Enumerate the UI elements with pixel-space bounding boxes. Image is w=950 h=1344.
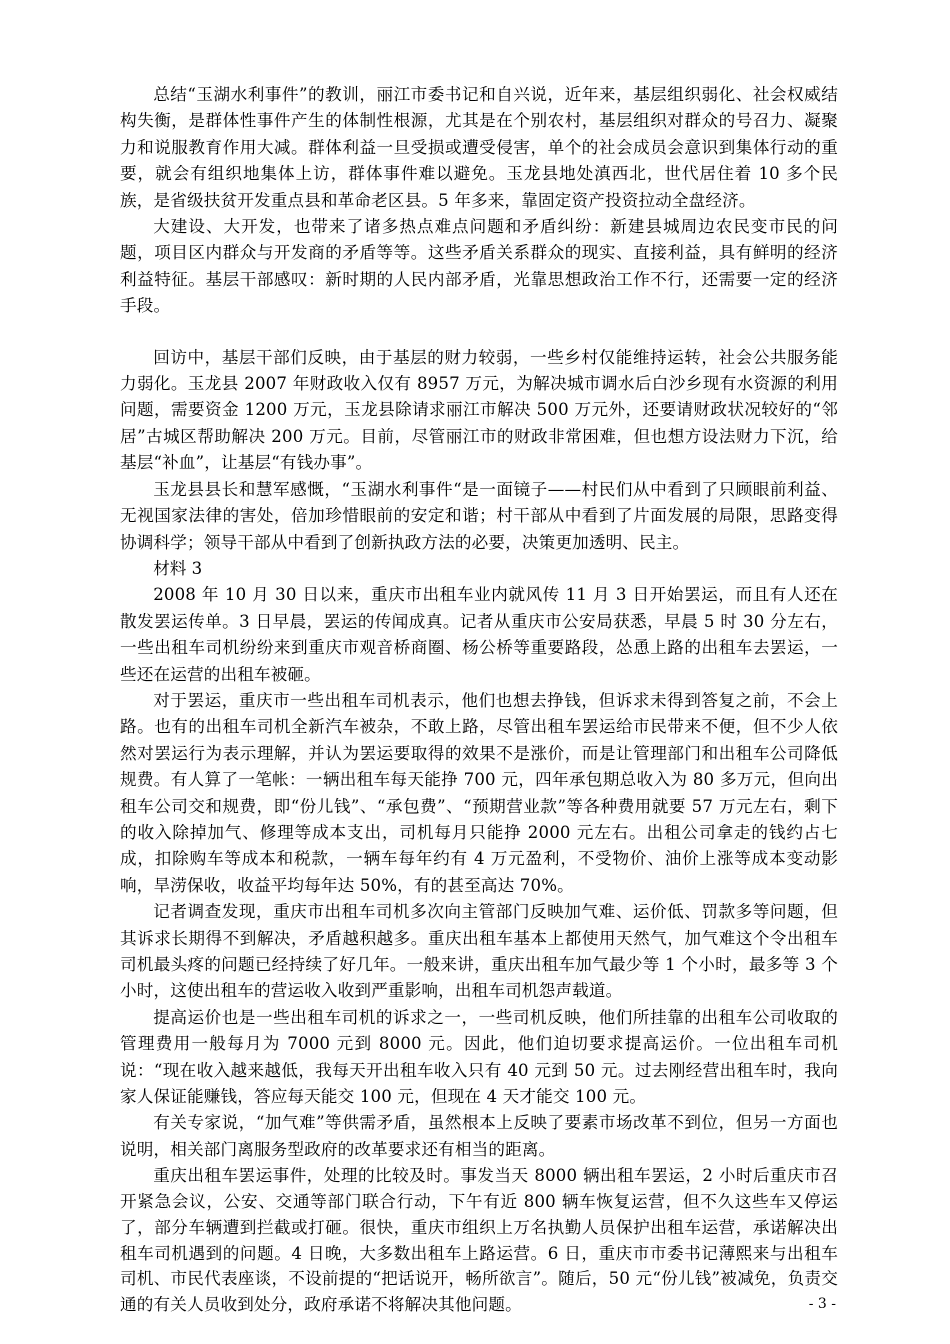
paragraph-spacer (120, 320, 838, 345)
page-number: - 3 - (808, 1296, 836, 1312)
paragraph-chongqing-strike-start: 2008 年 10 月 30 日以来，重庆市出租车业内就风传 11 月 3 日开始罢运，而且有人还在散发罢运传单。3 日早晨，罢运的传闻成真。记者从重庆市公安局获悉，早晨 5 时 30 分左右，一些出租车司机纷纷来到重庆市观音桥商圈、杨公桥等重要路段，怂恿上路的出租车去罢运，一些还在运营的出租车被砸。 (120, 585, 838, 684)
paragraph-gas-shortage: 记者调查发现，重庆市出租车司机多次向主管部门反映加气难、运价低、罚款多等问题，但其诉求长期得不到解决，矛盾越积越多。重庆出租车基本上都使用天然气，加气难这个令出租车司机最头疼的问题已经持续了好几年。一般来讲，重庆出租车加气最少等 1 个小时，最多等 3 个小时，这使出租车的营运收入收到严重影响，出租车司机怨声载道。 (120, 902, 838, 1001)
paragraph-revisit-finance: 回访中，基层干部们反映，由于基层的财力较弱，一些乡村仅能维持运转，社会公共服务能力弱化。玉龙县 2007 年财政收入仅有 8957 万元，为解决城市调水后白沙乡现有水资源的利用问题，需要资金 1200 万元，玉龙县除请求丽江市解决 500 万元外，还要请财政状况较好的“邻居”古城区帮助解决 200 万元。目前，尽管丽江市的财政非常困难，但也想方设法财力下沉，给基层“补血”，让基层“有钱办事”。 (120, 347, 838, 473)
material-3-heading: 材料 3 (153, 558, 203, 578)
paragraph-expert-comment: 有关专家说，“加气难”等供需矛盾，虽然根本上反映了要素市场改革不到位，但另一方面也说明，相关部门离服务型政府的改革要求还有相当的距离。 (120, 1113, 838, 1159)
paragraph-driver-demands: 对于罢运，重庆市一些出租车司机表示，他们也想去挣钱，但诉求未得到答复之前，不会上路。也有的出租车司机全新汽车被杂，不敢上路，尽管出租车罢运给市民带来不便，但不少人依然对罢运行为表示理解，并认为罢运要取得的效果不是涨价，而是让管理部门和出租车公司降低规费。有人算了一笔帐：一辆出租车每天能挣 700 元，四年承包期总收入为 80 多万元，但向出租车公司交和规费，即“份儿钱”、“承包费”、“预期营业款”等各种费用就要 57 万元左右，剩下的收入除掉加气、修理等成本支出，司机每月只能挣 2000 元左右。出租公司拿走的钱约占七成，扣除购车等成本和税款，一辆车每年约有 4 万元盈利，不受物价、油价上涨等成本变动影响，旱涝保收，收益平均每年达 50%，有的甚至高达 70%。 (120, 690, 838, 895)
paragraph-government-response: 重庆出租车罢运事件，处理的比较及时。事发当天 8000 辆出租车罢运，2 小时后重庆市召开紧急会议，公安、交通等部门联合行动，下午有近 800 辆车恢复运营，但不久这些车又停运了，部分车辆遭到拦截或打砸。很快，重庆市组织上万名执勤人员保护出租车运营，承诺解决出租车司机遇到的问题。4 日晚，大多数出租车上路运营。6 日，重庆市市委书记薄熙来与出租车司机、市民代表座谈，不设前提的“把话说开，畅所欲言”。随后，50 元“份儿钱”被减免，负责交通的有关人员收到处分，政府承诺不将解决其他问题。 (120, 1166, 838, 1315)
paragraph-yuhu-lesson: 总结“玉湖水利事件”的教训，丽江市委书记和自兴说，近年来，基层组织弱化、社会权威结构失衡，是群体性事件产生的体制性根源，尤其是在个别农村，基层组织对群众的号召力、凝聚力和说服教育作用大减。群体利益一旦受损或遭受侵害，单个的社会成员会意识到集体行动的重要，就会有组织地集体上访，群体事件难以避免。玉龙县地处滇西北，世代居住着 10 多个民族，是省级扶贫开发重点县和革命老区县。5 年多来，靠固定资产投资拉动全盘经济。 (120, 85, 838, 210)
paragraph-fare-increase: 提高运价也是一些出租车司机的诉求之一，一些司机反映，他们所挂靠的出租车公司收取的管理费用一般每月为 7000 元到 8000 元。因此，他们迫切要求提高运价。一位出租车司机说：“现在收入越来越低，我每天开出租车收入只有 40 元到 50 元。过去刚经营出租车时，我向家人保证能赚钱，答应每天能交 100 元，但现在 4 天才能交 100 元。 (120, 1007, 838, 1107)
paragraph-construction-conflicts: 大建设、大开发，也带来了诸多热点难点问题和矛盾纠纷：新建县城周边农民变市民的问题，项目区内群众与开发商的矛盾等等。这些矛盾关系群众的现实、直接利益，具有鲜明的经济利益特征。基层干部感叹：新时期的人民内部矛盾，光靠思想政治工作不行，还需要一定的经济手段。 (120, 217, 838, 316)
document-body (120, 82, 838, 1318)
paragraph-county-mayor-comment: 玉龙县县长和慧军感慨，“玉湖水利事件“是一面镜子——村民们从中看到了只顾眼前利益、无视国家法律的害处，倍加珍惜眼前的安定和谐；村干部从中看到了片面发展的局限，思路变得协调科学；领导干部从中看到了创新执政方法的必要，决策更加透明、民主。 (120, 479, 838, 552)
